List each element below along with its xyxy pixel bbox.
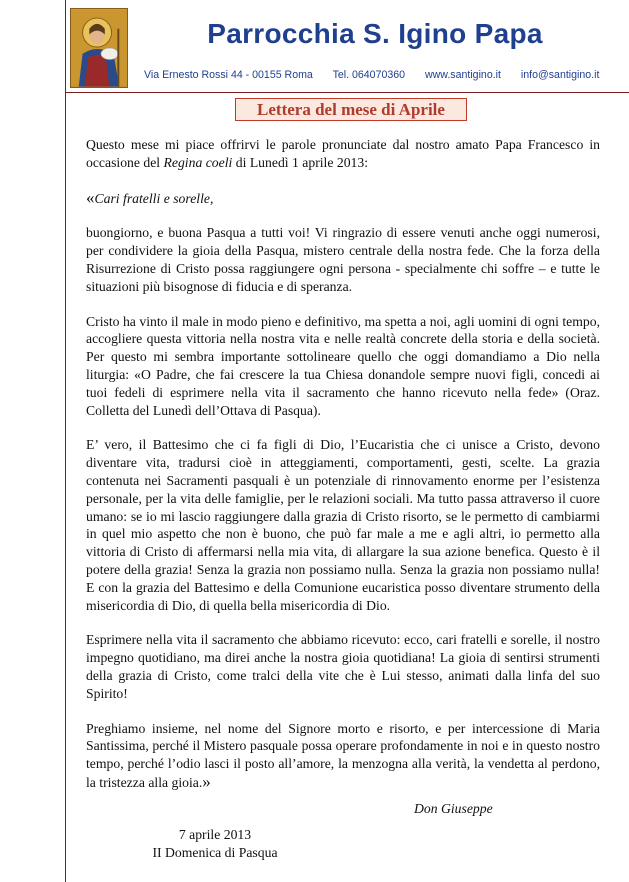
letter-title: Lettera del mese di Aprile bbox=[235, 98, 467, 121]
email-link[interactable]: info@santigino.it bbox=[520, 69, 600, 81]
address-text: Via Ernesto Rossi 44 - 00155 Roma bbox=[144, 69, 313, 81]
letter-body bbox=[86, 136, 600, 809]
body-paragraph: Esprimere nella vita il sacramento che abbiamo ricevuto: ecco, cari fratelli e sorelle, il nostro impegno quotidiano, ma direi anche la nostra gioia quotidiana! La gioia di sentirsi strumenti della grazia di Cristo, come tralci della vite che è Lui stesso, animati dalla linfa del suo Spirito! bbox=[86, 632, 600, 701]
liturgical-day: II Domenica di Pasqua bbox=[152, 845, 278, 860]
salutation-text: Cari fratelli e sorelle, bbox=[94, 190, 214, 206]
salutation bbox=[86, 189, 600, 208]
body-paragraph: E’ vero, il Battesimo che ci fa figli di Dio, l’Eucaristia che ci unisce a Cristo, devono diventare vita, tradursi cioè in atteggiamenti, comportamenti, gesti, scelte. La grazia contenuta nei Sacramenti pasquali è un potenziale di rinnovamento enorme per l’esistenza personale, per la vita delle famiglie, per le relazioni sociali. Ma tutto passa attraverso il cuore umano: se io mi lascio raggiungere dalla grazia di Cristo risorto, se le permetto di cambiarmi in quel mio aspetto che non è buono, che può far male a me e agli altri, io permetto alla vittoria di Cristo di affermarsi nella mia vita, di allargare la sua azione benefica. Questo è il potere della grazia! Senza la grazia non possiamo nulla. Senza la grazia non possiamo nulla! E con la grazia del Battesimo e della Comunione eucaristica posso diventare strumento della misericordia di Dio, di quella bella misericordia di Dio. bbox=[86, 437, 600, 613]
website-link[interactable]: www.santigino.it bbox=[425, 69, 501, 81]
left-rule bbox=[65, 0, 66, 882]
contact-line bbox=[144, 69, 599, 81]
intro-text-end: di Lunedì 1 aprile 2013: bbox=[232, 154, 369, 170]
closing-text: Preghiamo insieme, nel nome del Signore morto e risorto, e per intercessione di Maria Santissima, perché il Mistero pasquale possa operare profondamente in noi e in questo nostro tempo, perché l’odio lasci il posto all’amore, la menzogna alla verità, la vendetta al perdono, la tristezza alla gioia. bbox=[86, 720, 600, 790]
body-paragraph: Cristo ha vinto il male in modo pieno e definitivo, ma spetta a noi, agli uomini di ogni tempo, accogliere questa vittoria nella nostra vita e nelle realtà concrete della storia e della società. Per questo mi sembra importante sottolineare quello che oggi domandiamo a Dio nella liturgia: «O Padre, che fai crescere la tua Chiesa donandole sempre nuovi figli, concedi ai tuoi fedeli di esprimere nella vita il sacramento che hanno ricevuto nella fede» (Oraz. Colletta del Lunedì dell’Ottava di Pasqua). bbox=[86, 313, 600, 418]
signature: Don Giuseppe bbox=[414, 801, 493, 816]
date-line: 7 aprile 2013 bbox=[178, 827, 252, 842]
intro-paragraph bbox=[86, 136, 600, 172]
date-block bbox=[134, 826, 296, 862]
saint-icon bbox=[71, 9, 127, 87]
body-paragraph: buongiorno, e buona Pasqua a tutti voi! Vi ringrazio di essere venuti anche oggi numerosi, per condividere la gioia della Pasqua, mistero centrale della nostra fede. Che la forza della Risurrezione di Cristo possa raggiungere ogni persona - specialmente chi soffre – e tutte le situazioni più bisognose di fiducia e di speranza. bbox=[86, 225, 600, 294]
intro-emphasis: Regina coeli bbox=[163, 154, 233, 170]
intro-text: Questo mese mi piace offrirvi le parole pronunciate dal nostro amato Papa Francesco in occasione del bbox=[86, 137, 600, 170]
phone-text: Tel. 064070360 bbox=[332, 69, 406, 81]
closing-paragraph bbox=[86, 720, 600, 792]
open-quote: « bbox=[86, 187, 95, 207]
header-rule bbox=[65, 92, 629, 93]
saint-icon-image bbox=[70, 8, 128, 88]
parish-title: Parrocchia S. Igino Papa bbox=[207, 18, 543, 49]
close-quote: » bbox=[202, 771, 211, 791]
